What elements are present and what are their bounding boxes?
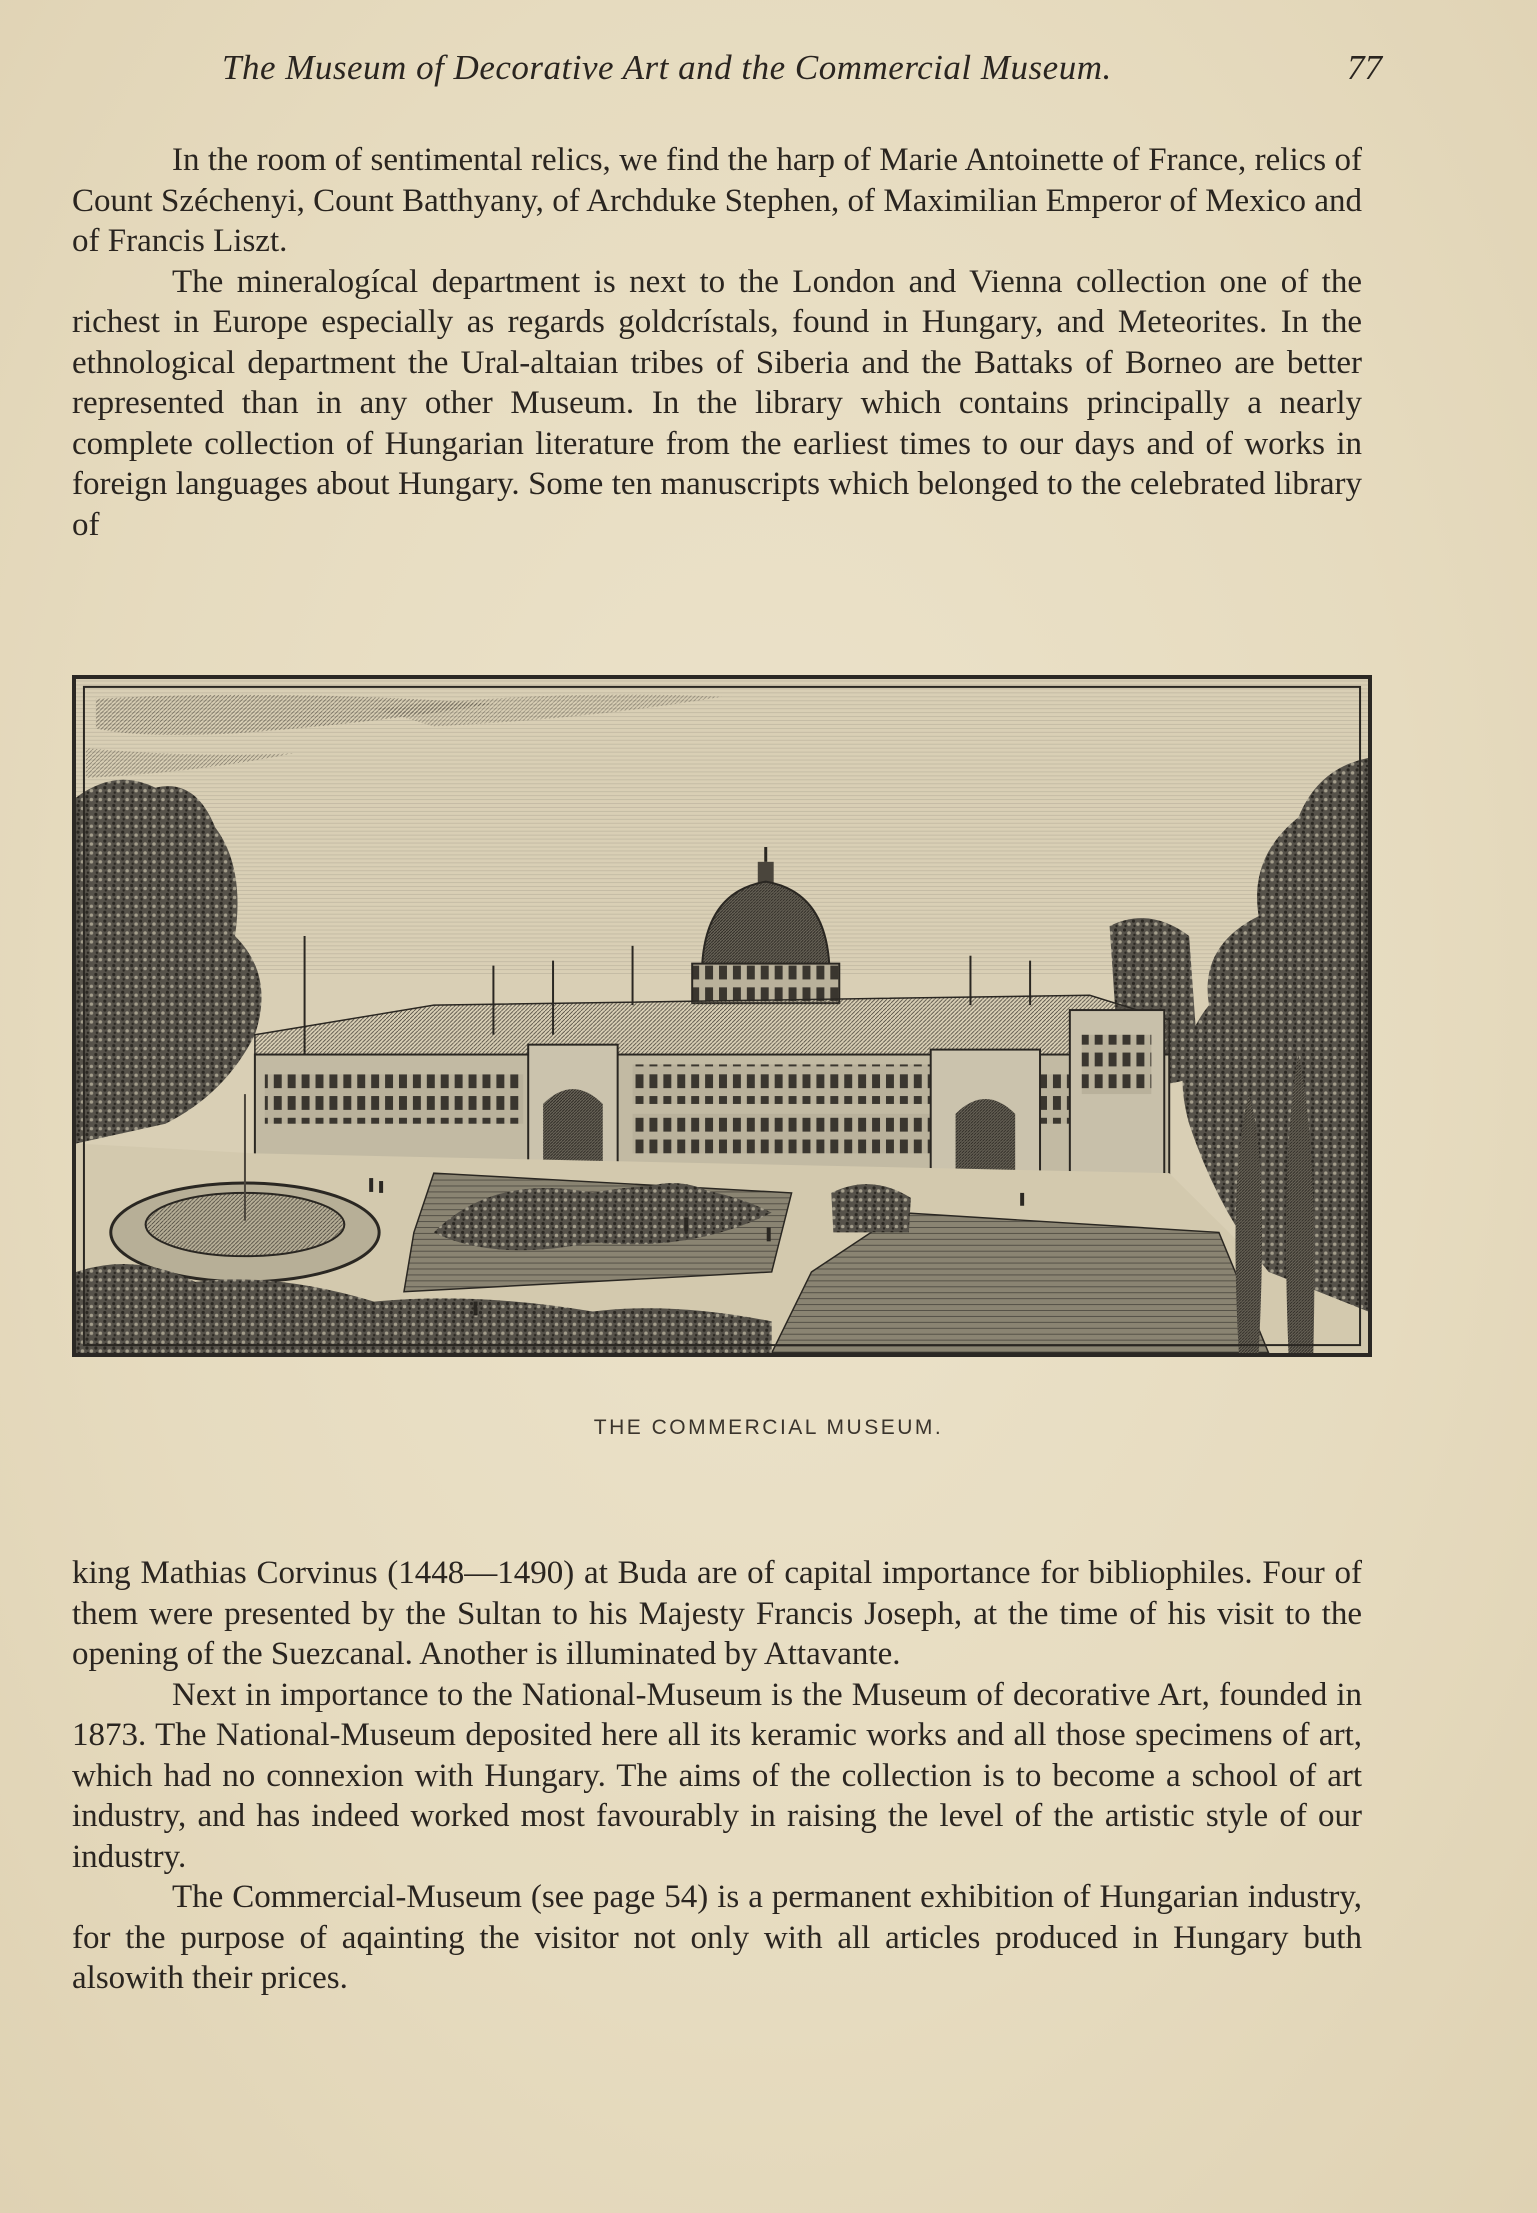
paragraph: The mineralogícal department is next to the London and Vienna collection one of the richest in Europe especially as regards goldcrístals, found in Hungary, and Meteorites. In the ethnological department the Ural-altaian tribes of Siberia and the Battaks of Borneo are better represented than in any other Museum. In the library which contains principally a nearly complete collection of Hungarian literature from the earliest times to our days and of works in foreign languages about Hungary. Some ten manuscripts which belonged to the celebrated library of	[72, 263, 1362, 543]
engraving-illustration	[76, 679, 1368, 1353]
paragraph: The Commercial-Museum (see page 54) is a permanent exhibition of Hungarian industry, for the purpose of aqainting the visitor not only with all articles produced in Hungary buth alsowith their prices.	[72, 1879, 1362, 1996]
text-block-top	[72, 140, 1362, 545]
running-title: The Museum of Decorative Art and the Commercial Museum.	[222, 48, 1112, 87]
paragraph: king Mathias Corvinus (1448—1490) at Buda are of capital importance for bibliophiles. Four of them were presented by the Sultan to his Majesty Francis Joseph, at the time of his visit to the opening of the Suezcanal. Another is illuminated by Attavante.	[72, 1555, 1362, 1672]
figure-caption: THE COMMERCIAL MUSEUM.	[593, 1416, 944, 1439]
running-header	[72, 48, 1382, 98]
text-block-bottom	[72, 1553, 1362, 1999]
commercial-museum-engraving	[72, 675, 1372, 1357]
paragraph: Next in importance to the National-Museum is the Museum of decorative Art, founded in 1873. The National-Museum deposited here all its keramic works and all those specimens of art, which had no connexion with Hungary. The aims of the collection is to become a school of art industry, and has indeed worked most favourably in raising the level of the artistic style of our industry.	[72, 1676, 1362, 1875]
paragraph: In the room of sentimental relics, we find the harp of Marie Antoinette of France, relics of Count Széchenyi, Count Batthyany, of Archduke Stephen, of Maximilian Emperor of Mexico and of Francis Liszt.	[72, 142, 1362, 259]
page-number: 77	[1347, 48, 1382, 87]
